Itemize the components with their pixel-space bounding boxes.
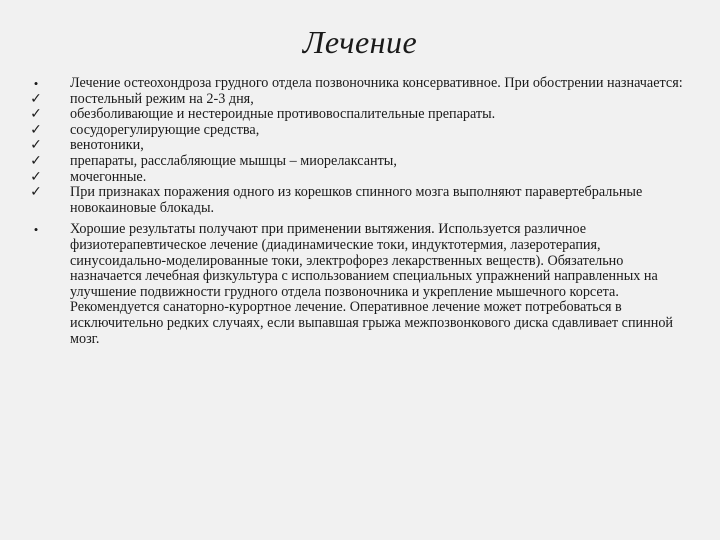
list-item: [26, 92, 690, 108]
list-item: [26, 76, 690, 92]
checkmark-icon: ✓: [30, 137, 42, 154]
list-item: [26, 123, 690, 139]
list-item: [26, 107, 690, 123]
bullet-dot-icon: •: [33, 76, 39, 91]
checkmark-icon: ✓: [30, 106, 42, 123]
slide-title: Лечение: [302, 24, 418, 60]
list-item: [26, 185, 690, 216]
item-text: консервативное. При обострении назначается:: [398, 75, 683, 91]
checkmark-icon: ✓: [30, 184, 42, 201]
list-item: [26, 138, 690, 154]
checkmark-icon: ✓: [30, 90, 42, 107]
list-item: [26, 170, 690, 186]
item-text: мочегонные.: [70, 168, 147, 185]
item-text: При признаках поражения одного из корешков спинного мозга выполняют паравертебральные новокаиновые блокады.: [70, 184, 643, 216]
lead-text: Лечение остеохондроза грудного отдела позвоночника: [70, 75, 399, 91]
item-text: венотоники,: [70, 137, 144, 154]
item-text: Хорошие результаты получают при применении вытяжения. Используется различное физиотерапевтическое лечение (диадинамические токи, индуктотермия, лазеротерапия, синусоидально-моделированные токи, электрофорез лекарственных веществ). Обязательно назначается лечебная физкультура с использованием специальных упражнений направленных на улучшение подвижности грудного отдела позвоночника и укрепление мышечного корсета. Рекомендуется санаторно-курортное лечение. Оперативное лечение может потребоваться в исключительно редких случаях, если выпавшая грыжа межпозвонкового диска сдавливает спинной мозг.: [70, 221, 674, 347]
checkmark-icon: ✓: [30, 121, 42, 138]
item-text: препараты, расслабляющие мышцы – миорелаксанты,: [70, 152, 397, 169]
list-item: [26, 222, 690, 347]
list-item: [26, 154, 690, 170]
item-text: сосудорегулирующие средства,: [70, 121, 260, 138]
item-text: обезболивающие и нестероидные противовоспалительные препараты.: [70, 106, 496, 123]
checkmark-icon: ✓: [30, 152, 42, 169]
slide-content: [26, 76, 690, 347]
bullet-dot-icon: •: [33, 222, 39, 238]
item-text: постельный режим на 2-3 дня,: [70, 90, 254, 107]
checkmark-icon: ✓: [30, 168, 42, 185]
